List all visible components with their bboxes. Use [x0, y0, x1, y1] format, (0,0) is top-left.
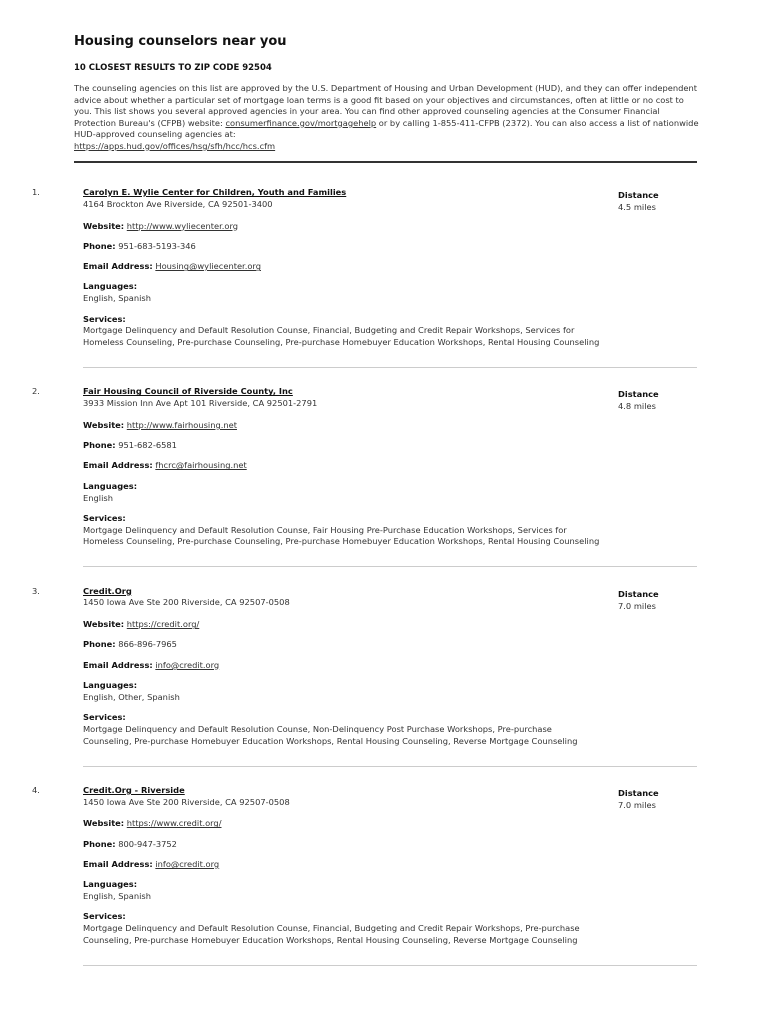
agency-name-link[interactable]: Credit.Org - Riverside: [83, 784, 185, 795]
entry-number: 2.: [32, 386, 40, 397]
hud-link[interactable]: https://apps.hud.gov/offices/hsg/sfh/hcc/hcs.cfm: [74, 140, 276, 151]
website-link[interactable]: http://www.wyliecenter.org: [126, 220, 239, 231]
agency-address: 1450 Iowa Ave Ste 200 Riverside, CA 92507-0508: [83, 796, 290, 807]
services-label: Services:: [83, 313, 126, 324]
counselor-entry: [30, 386, 697, 585]
email-link[interactable]: info@credit.org: [155, 859, 220, 870]
intro-text-2: or by calling 1-855-411-CFPB (2372). You can also access a list of nationwide HUD-approved counseling agencies at:: [74, 117, 699, 140]
divider: [74, 161, 697, 163]
email-label: Email Address:: [83, 659, 153, 670]
languages-value: English, Other, Spanish: [83, 691, 180, 702]
entry-divider: [83, 367, 697, 368]
intro-text: The counseling agencies on this list are approved by the U.S. Department of Housing and Urban Development (HUD), and they can offer independent advice about whether a particular set of mortgage loan terms is a good fit based on your objectives and circumstances, often at little or no cost to you. This list shows you several approved agencies in your area. You can find other approved counseling agencies at the Consumer Financial Protection Bureau's (CFPB) website:: [74, 83, 697, 128]
email-label: Email Address:: [83, 460, 153, 471]
entry-divider: [83, 566, 697, 567]
agency-address: 4164 Brockton Ave Riverside, CA 92501-3400: [83, 198, 273, 209]
entry-number: 3.: [32, 585, 40, 596]
services-value: Mortgage Delinquency and Default Resolution Counse, Financial, Budgeting and Credit Repair Workshops, Services for Homeless Counseling, Pre-purchase Counseling, Pre-purchase Homebuyer Education Workshops, Rental Housing Counseling: [83, 325, 600, 348]
results-subtitle: 10 CLOSEST RESULTS TO ZIP CODE 92504: [74, 63, 272, 73]
phone-label: Phone:: [83, 838, 116, 849]
phone-value: 951-682-6581: [118, 440, 177, 451]
entry-details: [83, 187, 603, 349]
email-link[interactable]: fhcrc@fairhousing.net: [155, 460, 247, 471]
counselor-entry: [30, 586, 697, 785]
distance-label: Distance: [618, 787, 659, 798]
entry-divider: [83, 766, 697, 767]
website-label: Website:: [83, 818, 125, 829]
distance-value: 7.0 miles: [618, 799, 656, 810]
services-value: Mortgage Delinquency and Default Resolution Counse, Non-Delinquency Post Purchase Workshops, Pre-purchase Counseling, Pre-purchase Homebuyer Education Workshops, Rental Housing Counseling, Reverse Mortgage Counseling: [83, 723, 578, 746]
website-label: Website:: [83, 619, 125, 630]
website-link[interactable]: http://www.fairhousing.net: [126, 419, 237, 430]
distance-block: [618, 787, 659, 811]
email-label: Email Address:: [83, 859, 153, 870]
phone-value: 866-896-7965: [118, 639, 177, 650]
phone-label: Phone:: [83, 440, 116, 451]
entry-details: [83, 386, 603, 548]
phone-value: 800-947-3752: [118, 838, 177, 849]
entry-number: 1.: [32, 187, 40, 197]
phone-label: Phone:: [83, 639, 116, 650]
agency-address: 3933 Mission Inn Ave Apt 101 Riverside, CA 92501-2791: [83, 398, 318, 409]
phone-label: Phone:: [83, 240, 116, 251]
distance-label: Distance: [618, 588, 659, 599]
services-label: Services:: [83, 911, 126, 922]
cfpb-link[interactable]: consumerfinance.gov/mortgagehelp: [225, 117, 377, 128]
website-link[interactable]: https://www.credit.org/: [126, 818, 222, 829]
distance-value: 4.5 miles: [618, 202, 656, 212]
languages-value: English, Spanish: [83, 293, 151, 304]
email-link[interactable]: Housing@wyliecenter.org: [155, 261, 261, 272]
services-value: Mortgage Delinquency and Default Resolution Counse, Financial, Budgeting and Credit Repair Workshops, Pre-purchase Counseling, Pre-purchase Homebuyer Education Workshops, Rental Housing Counseling, Reverse Mortgage Counseling: [83, 923, 580, 946]
distance-block: [618, 189, 659, 213]
counselor-entry: [30, 187, 697, 386]
distance-block: [618, 588, 659, 612]
agency-address: 1450 Iowa Ave Ste 200 Riverside, CA 92507-0508: [83, 597, 290, 608]
phone-value: 951-683-5193-346: [118, 240, 196, 251]
agency-name-link[interactable]: Fair Housing Council of Riverside County, Inc: [83, 386, 293, 397]
agency-name-link[interactable]: Credit.Org: [83, 585, 132, 596]
languages-label: Languages:: [83, 281, 138, 292]
agency-name-link[interactable]: Carolyn E. Wylie Center for Children, Youth and Families: [83, 187, 347, 197]
languages-label: Languages:: [83, 480, 138, 491]
languages-value: English, Spanish: [83, 891, 151, 902]
languages-label: Languages:: [83, 680, 138, 691]
entry-details: [83, 586, 603, 748]
services-label: Services:: [83, 712, 126, 723]
distance-block: [618, 388, 659, 412]
entry-divider: [83, 965, 697, 966]
page-title: Housing counselors near you: [74, 34, 287, 49]
services-value: Mortgage Delinquency and Default Resolution Counse, Fair Housing Pre-Purchase Education Workshops, Services for Homeless Counseling, Pre-purchase Counseling, Pre-purchase Homebuyer Education Workshops, Rental Housing Counseling: [83, 524, 600, 547]
distance-label: Distance: [618, 190, 659, 200]
distance-value: 7.0 miles: [618, 600, 656, 611]
website-link[interactable]: https://credit.org/: [126, 619, 200, 630]
distance-label: Distance: [618, 389, 659, 400]
email-link[interactable]: info@credit.org: [155, 659, 220, 670]
email-label: Email Address:: [83, 261, 153, 272]
website-label: Website:: [83, 419, 125, 430]
distance-value: 4.8 miles: [618, 401, 656, 412]
counselor-entry: [30, 785, 697, 984]
entry-number: 4.: [32, 784, 40, 795]
intro-paragraph: [74, 83, 699, 153]
entry-details: [83, 785, 603, 947]
services-label: Services:: [83, 512, 126, 523]
website-label: Website:: [83, 220, 125, 231]
languages-label: Languages:: [83, 879, 138, 890]
languages-value: English: [83, 492, 113, 503]
